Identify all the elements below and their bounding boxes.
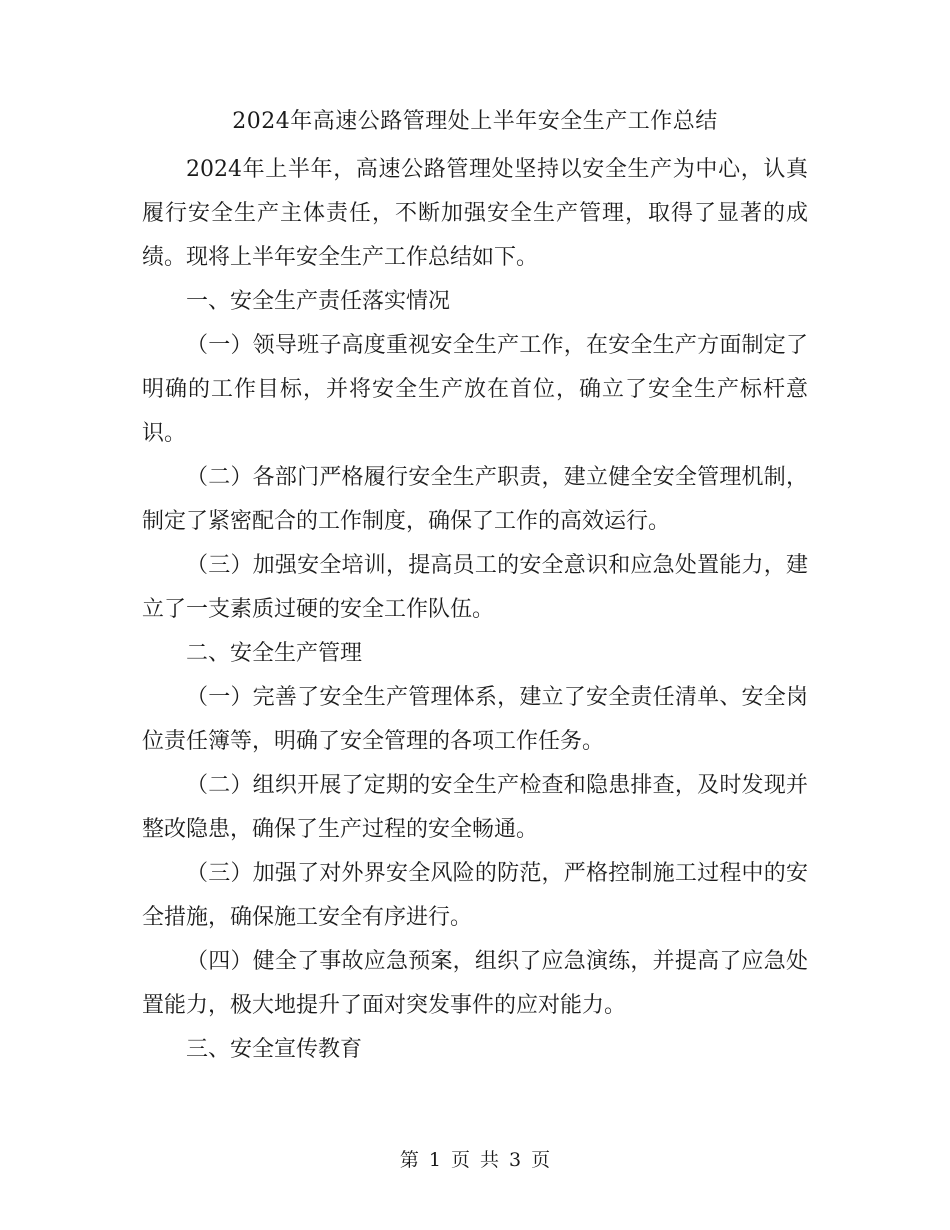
section-heading-2: 二、安全生产管理 <box>186 641 363 666</box>
paragraph-1-2: （二）各部门严格履行安全生产职责，建立健全安全管理机制，制定了紧密配合的工作制度，确保了工作的高效运行。 <box>142 465 808 534</box>
page-footer: 第 1 页 共 3 页 <box>399 1149 551 1171</box>
document-title: 2024年高速公路管理处上半年安全生产工作总结 <box>232 109 718 134</box>
paragraph-2-2: （二）组织开展了定期的安全生产检查和隐患排查，及时发现并整改隐患，确保了生产过程的安全畅通。 <box>142 773 808 842</box>
paragraph-2-4: （四）健全了事故应急预案，组织了应急演练，并提高了应急处置能力，极大地提升了面对突发事件的应对能力。 <box>142 949 808 1018</box>
section-heading-1: 一、安全生产责任落实情况 <box>186 289 451 314</box>
section-heading-3: 三、安全宣传教育 <box>186 1037 363 1062</box>
paragraph-1-1: （一）领导班子高度重视安全生产工作，在安全生产方面制定了明确的工作目标，并将安全生产放在首位，确立了安全生产标杆意识。 <box>142 333 808 446</box>
paragraph-2-3: （三）加强了对外界安全风险的防范，严格控制施工过程中的安全措施，确保施工安全有序进行。 <box>142 861 808 930</box>
paragraph-1-3: （三）加强安全培训，提高员工的安全意识和应急处置能力，建立了一支素质过硬的安全工作队伍。 <box>142 553 808 622</box>
document-body <box>142 148 808 1072</box>
paragraph-2-1: （一）完善了安全生产管理体系，建立了安全责任清单、安全岗位责任簿等，明确了安全管理的各项工作任务。 <box>142 685 808 754</box>
paragraph-intro: 2024年上半年，高速公路管理处坚持以安全生产为中心，认真履行安全生产主体责任，不断加强安全生产管理，取得了显著的成绩。现将上半年安全生产工作总结如下。 <box>142 157 808 270</box>
